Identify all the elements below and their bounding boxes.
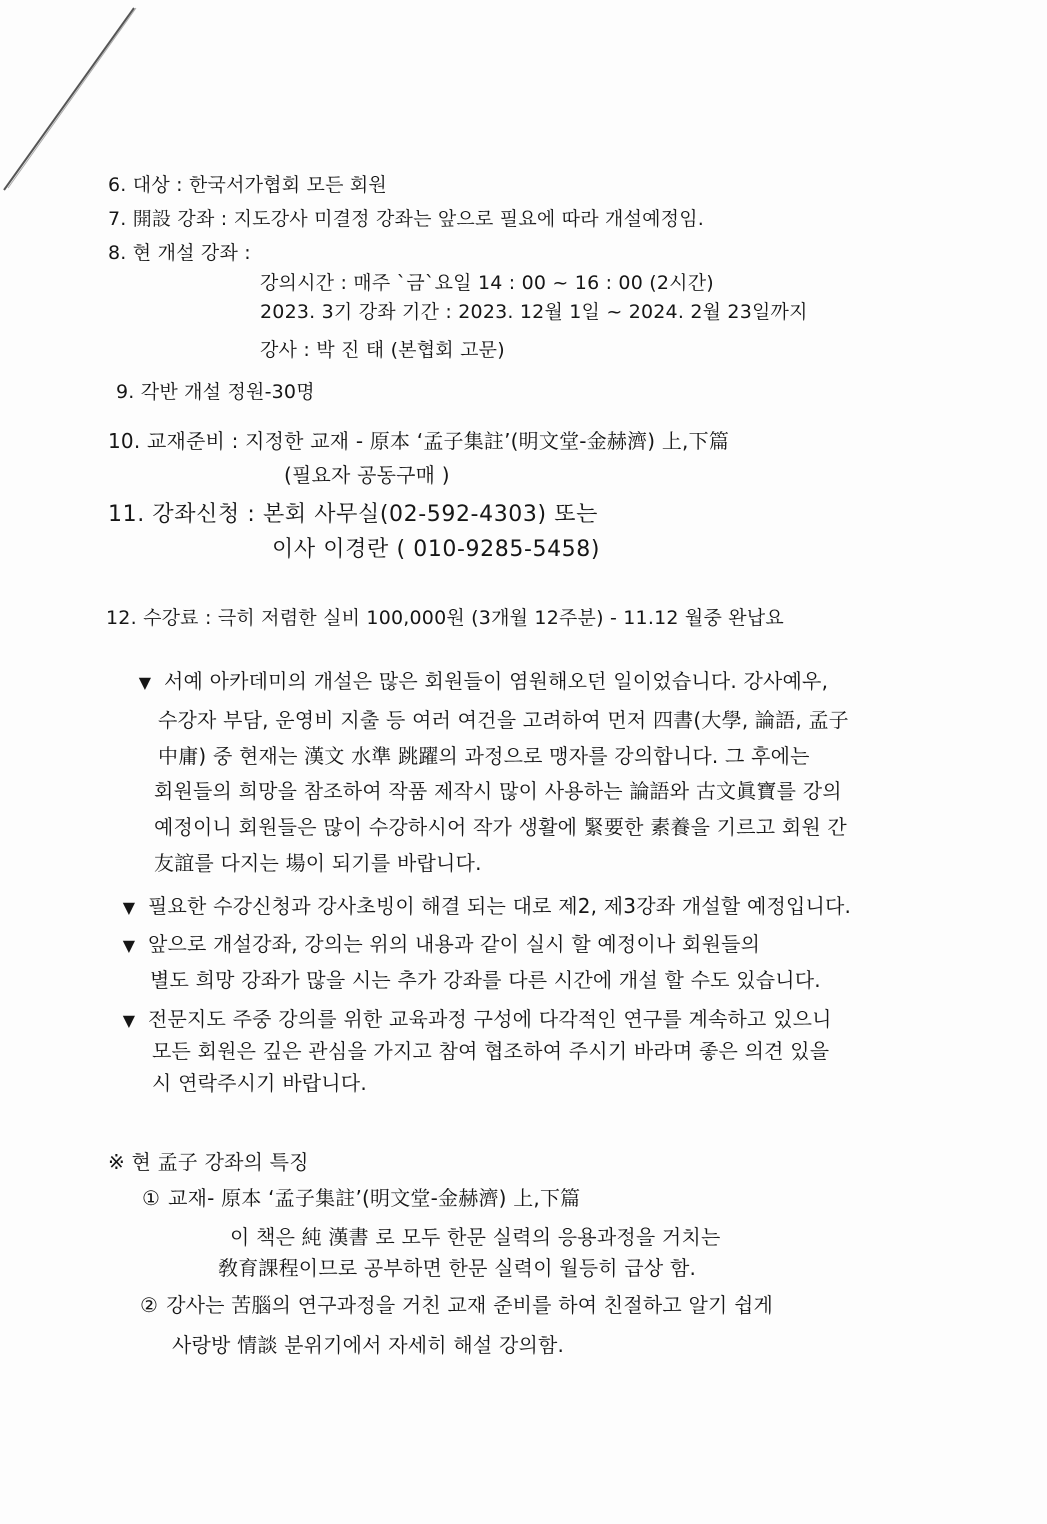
triangle-down-icon: ▼ [138,673,152,692]
bullet-1-line-3: 中庸) 중 현재는 漢文 水準 跳躍의 과정으로 맹자를 강의합니다. 그 후에는 [158,744,810,768]
triangle-down-icon: ▼ [122,1011,136,1030]
bullet-text: 서예 아카데미의 개설은 많은 회원들이 염원해오던 일이었습니다. 강사예우, [164,669,829,693]
circled-one: ① [142,1186,161,1210]
features-heading [108,1149,309,1175]
item-text: 교재준비 : 지정한 교재 - 原本 ‘孟子集註’(明文堂-金赫濟) 上,下篇 [146,429,730,453]
feature-2 [140,1292,773,1318]
item-text: 현 개설 강좌 : [132,242,251,264]
item-7 [108,206,704,232]
lecturer: 강사 : 박 진 태 (본협회 고문) [260,339,505,361]
bullet-text: 필요한 수강신청과 강사초빙이 해결 되는 대로 제2, 제3강좌 개설할 예정입니다. [148,894,852,918]
item-text: 開設 강좌 : 지도강사 미결정 강좌는 앞으로 필요에 따라 개설예정임. [132,208,705,230]
feature-text: 교재- 原本 ‘孟子集註’(明文堂-金赫濟) 上,下篇 [168,1186,581,1210]
bullet-4-line-2: 모든 회원은 깊은 관심을 가지고 참여 협조하여 주시기 바라며 좋은 의견 있을 [152,1039,830,1063]
bullet-3-line-2: 별도 희망 강좌가 많을 시는 추가 강좌를 다른 시간에 개설 할 수도 있습니다. [150,968,821,992]
item-number: 8. [108,242,127,264]
feature-1-line-2: 이 책은 純 漢書 로 모두 한문 실력의 응용과정을 거치는 [230,1225,721,1249]
circled-two: ② [140,1293,159,1317]
item-11 [108,502,598,528]
item-number: 10. [108,429,141,453]
triangle-down-icon: ▼ [122,936,136,955]
features-title: 현 孟子 강좌의 특징 [131,1150,309,1174]
item-number: 12. [106,607,137,629]
feature-2-line-2: 사랑방 情談 분위기에서 자세히 해설 강의함. [172,1333,565,1357]
item-text: 각반 개설 정원-30명 [140,381,315,403]
bullet-4-line-1 [122,1006,832,1034]
bullet-1-line-4: 회원들의 희망을 참조하여 작품 제작시 많이 사용하는 論語와 古文眞寶를 강의 [154,779,842,803]
item-number: 9. [116,381,135,403]
item-6 [108,172,387,198]
item-number: 7. [108,208,127,230]
bullet-text: 전문지도 주중 강의를 위한 교육과정 구성에 다각적인 연구를 계속하고 있으니 [148,1007,832,1031]
bullet-1-line-6: 友誼를 다지는 場이 되기를 바랍니다. [154,851,482,875]
feature-1 [142,1185,580,1211]
item-number: 11. [108,502,145,527]
item-text: 대상 : 한국서가협회 모든 회원 [132,174,387,196]
item-12 [106,605,784,631]
item-8 [108,240,251,266]
item-11-contact: 이사 이경란 ( 010-9285-5458) [272,537,601,562]
item-10-note: (필요자 공동구매 ) [284,463,450,487]
scan-edge-line [0,0,140,200]
lecture-period: 2023. 3기 강좌 기간 : 2023. 12월 1일 ~ 2024. 2월 23일까지 [260,301,808,323]
lecture-time: 강의시간 : 매주 `금`요일 14 : 00 ~ 16 : 00 (2시간) [260,272,714,294]
reference-mark-icon: ※ [108,1150,125,1174]
bullet-2 [122,893,851,921]
triangle-down-icon: ▼ [122,898,136,917]
bullet-1-line-5: 예정이니 회원들은 많이 수강하시어 작가 생활에 緊要한 素養을 기르고 회원 간 [154,815,847,839]
item-text: 수강료 : 극히 저렴한 실비 100,000원 (3개월 12주분) - 11.12 월중 완납요 [143,607,784,629]
item-10 [108,428,729,454]
bullet-1-line-2: 수강자 부담, 운영비 지출 등 여러 여건을 고려하여 먼저 四書(大學, 論語, 孟子 [158,708,849,732]
bullet-4-line-3: 시 연락주시기 바랍니다. [152,1071,367,1095]
feature-text: 강사는 苦腦의 연구과정을 거친 교재 준비를 하여 친절하고 알기 쉽게 [166,1293,774,1317]
item-9 [116,379,315,405]
bullet-3-line-1 [122,931,760,959]
item-number: 6. [108,174,127,196]
feature-1-line-3: 敎育課程이므로 공부하면 한문 실력이 월등히 급상 함. [218,1256,697,1280]
bullet-1-line-1 [138,668,828,696]
bullet-text: 앞으로 개설강좌, 강의는 위의 내용과 같이 실시 할 예정이나 회원들의 [148,932,761,956]
item-text: 강좌신청 : 본회 사무실(02-592-4303) 또는 [152,502,598,527]
